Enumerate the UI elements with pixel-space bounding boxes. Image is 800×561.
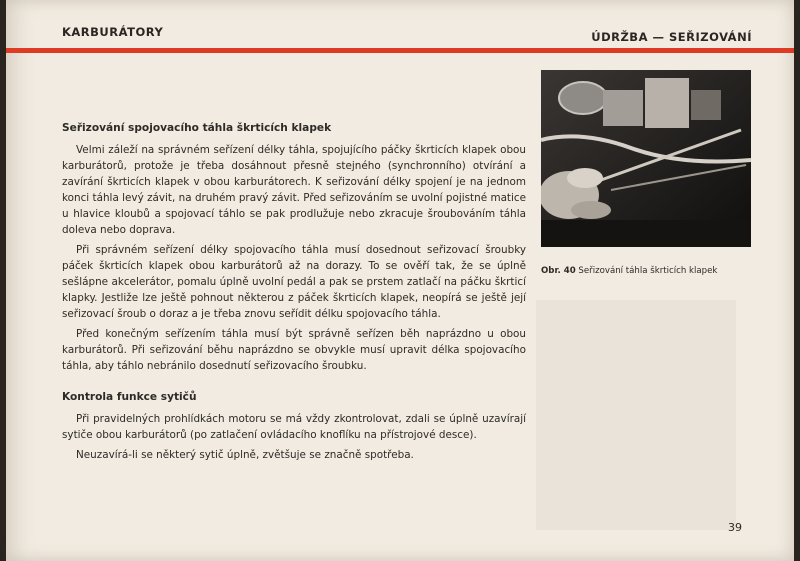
figure-caption xyxy=(541,266,761,276)
paragraph: Při pravidelných prohlídkách motoru se má vždy zkontrolovat, zdali se úplně uzavírají sytiče obou karburátorů (po zatlačení ovládacího knoflíku na přístrojové desce). xyxy=(62,413,526,441)
header-divider xyxy=(6,48,794,53)
section-title-choke-check: Kontrola funkce sytičů xyxy=(62,391,197,403)
paragraph: Velmi záleží na správném seřízení délky táhla, spojujícího páčky škrticích klapek obou karburátorů, protože je třeba dosáhnout přesně stejného (synchronního) otvírání a zavírání škrticích klapek v obou karburátorech. K seřizování délky spojení je na jednom konci táhla levý závit, na druhém pravý závit. Před seřizováním se uvolní pojistné matice u hlavice kloubů a spojovací táhlo se pak prodlužuje nebo zkracuje šroubováním táhla doleva nebo doprava. xyxy=(62,144,526,236)
figure-caption-text: Seřizování táhla škrticích klapek xyxy=(578,266,718,276)
paragraph: Při správném seřízení délky spojovacího táhla musí dosednout seřizovací šroubky páček škrticích klapek obou karburátorů až na dorazy. To se ověří tak, že se úplně sešlápne akcelerátor, pomalu úplně uvolní pedál a pak se prstem zatlačí na páčku škrticí klapky. Jestliže lze ještě pohnout některou z páček škrticích klapek, neopírá se ještě její seřizovací šroub o doraz a je třeba znovu seřídit délku spojovacího táhla. xyxy=(62,244,526,320)
running-header-left: KARBURÁTORY xyxy=(62,25,164,39)
carburetor-photo-illustration xyxy=(541,70,751,247)
page-number: 39 xyxy=(728,521,742,534)
paragraph: Před konečným seřízením táhla musí být správně seřízen běh naprázdno u obou karburátorů. Při seřizování běhu naprázdno se obvykle musí upravit délka spojovacího táhla, aby táhlo nebránilo dosednutí seřizovacího šroubku. xyxy=(62,328,526,372)
book-page xyxy=(6,0,794,561)
running-header-right: ÚDRŽBA — SEŘIZOVÁNÍ xyxy=(591,30,752,44)
section-title-throttle-rod: Seřizování spojovacího táhla škrticích klapek xyxy=(62,122,332,134)
main-text-column xyxy=(62,120,526,463)
figure-number: Obr. 40 xyxy=(541,266,576,276)
paper-bleed-through xyxy=(536,300,736,530)
figure-photo-carburetor xyxy=(541,70,751,247)
paragraph: Neuzavírá-li se některý sytič úplně, zvětšuje se značně spotřeba. xyxy=(76,449,414,461)
